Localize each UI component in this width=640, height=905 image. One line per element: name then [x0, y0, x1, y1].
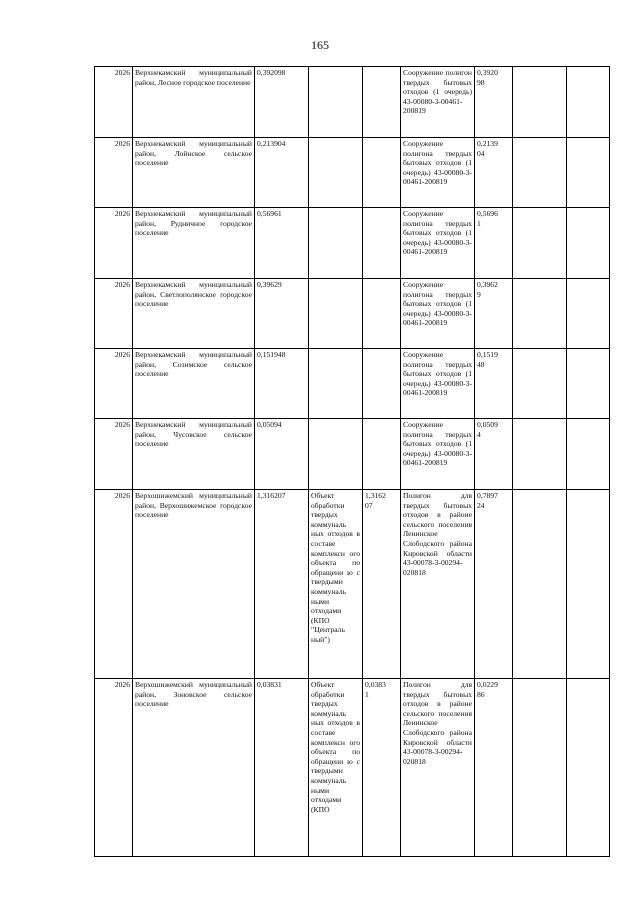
disposal-object-cell: Сооружение полигон твердых бытовых отходов (1 очередь) 43-00080-3-00461-200819 [401, 67, 475, 138]
municipality-cell: Верхошижемский муниципальный район, Зоновское сельское поселение [133, 679, 255, 857]
disposal-value-cell: 0,2139 04 [475, 138, 513, 208]
empty-cell [513, 67, 567, 138]
volume-cell: 0,213904 [255, 138, 309, 208]
municipality-cell: Верхнекамский муниципальный район, Созимское сельское поселение [133, 349, 255, 419]
volume-cell: 0,392098 [255, 67, 309, 138]
volume-cell: 0,39629 [255, 279, 309, 349]
disposal-value-cell: 0,1519 48 [475, 349, 513, 419]
table-body [95, 67, 610, 857]
processing-object-cell [309, 67, 363, 138]
volume-cell: 1,316207 [255, 490, 309, 679]
year-cell: 2026 [95, 138, 133, 208]
disposal-value-cell: 0,3962 9 [475, 279, 513, 349]
disposal-object-cell: Полигон для твердых бытовых отходов в районе сельского поселения Ленинское Слободского района Кировской области 43-00078-3-00294-020818 [401, 490, 475, 679]
processing-value-cell [363, 208, 401, 279]
disposal-value-cell: 0,3920 98 [475, 67, 513, 138]
year-cell: 2026 [95, 679, 133, 857]
processing-object-cell [309, 138, 363, 208]
municipality-cell: Верхнекамский муниципальный район, Лесное городское поселение [133, 67, 255, 138]
processing-object-cell: Объект обработки твердых коммуналь ных отходов в составе комплексн ого объекта по обращени ю с твердыми коммуналь ными отходами (КПО "Централь ный") [309, 490, 363, 679]
year-cell: 2026 [95, 349, 133, 419]
table-row [95, 208, 610, 279]
processing-value-cell [363, 279, 401, 349]
municipality-cell: Верхнекамский муниципальный район, Чусовское сельское поселение [133, 419, 255, 490]
empty-cell [567, 490, 610, 679]
empty-cell [513, 419, 567, 490]
disposal-value-cell: 0,0229 86 [475, 679, 513, 857]
disposal-object-cell: Сооружение полигона твердых бытовых отходов (1 очередь) 43-00080-3-00461-200819 [401, 279, 475, 349]
municipality-cell: Верхнекамский муниципальный район, Лойнское сельское поселение [133, 138, 255, 208]
table-row [95, 679, 610, 857]
empty-cell [567, 208, 610, 279]
empty-cell [513, 138, 567, 208]
processing-object-cell [309, 419, 363, 490]
processing-object-cell [309, 349, 363, 419]
empty-cell [567, 679, 610, 857]
municipality-cell: Верхнекамский муниципальный район, Рудничное городское поселение [133, 208, 255, 279]
table-row [95, 279, 610, 349]
table-row [95, 419, 610, 490]
disposal-value-cell: 0,5696 1 [475, 208, 513, 279]
page-number: 165 [311, 38, 329, 52]
processing-value-cell [363, 349, 401, 419]
volume-cell: 0,151948 [255, 349, 309, 419]
year-cell: 2026 [95, 67, 133, 138]
volume-cell: 0,03831 [255, 679, 309, 857]
year-cell: 2026 [95, 419, 133, 490]
empty-cell [567, 419, 610, 490]
disposal-object-cell: Сооружение полигона твердых бытовых отходов (1 очередь) 43-00080-3-00461-200819 [401, 419, 475, 490]
waste-flow-table [94, 66, 610, 857]
year-cell: 2026 [95, 208, 133, 279]
processing-object-cell [309, 279, 363, 349]
processing-object-cell [309, 208, 363, 279]
empty-cell [567, 67, 610, 138]
empty-cell [513, 208, 567, 279]
empty-cell [567, 138, 610, 208]
disposal-value-cell: 0,7897 24 [475, 490, 513, 679]
table-row [95, 349, 610, 419]
municipality-cell: Верхнекамский муниципальный район, Светлополянское городское поселение [133, 279, 255, 349]
empty-cell [513, 679, 567, 857]
volume-cell: 0,05094 [255, 419, 309, 490]
processing-value-cell: 0,0383 1 [363, 679, 401, 857]
processing-object-cell: Объект обработки твердых коммуналь ных отходов в составе комплексн ого объекта по обращени ю с твердыми коммуналь ными отходами (КПО [309, 679, 363, 857]
empty-cell [513, 490, 567, 679]
empty-cell [567, 349, 610, 419]
empty-cell [513, 279, 567, 349]
municipality-cell: Верхошижемский муниципальный район, Верхошижемское городское поселение [133, 490, 255, 679]
year-cell: 2026 [95, 490, 133, 679]
table-row [95, 490, 610, 679]
disposal-object-cell: Полигон для твердых бытовых отходов в районе сельского поселения Ленинское Слободского района Кировской области 43-00078-3-00294-020818 [401, 679, 475, 857]
table-row [95, 67, 610, 138]
disposal-object-cell: Сооружение полигона твердых бытовых отходов (1 очередь) 43-00080-3-00461-200819 [401, 349, 475, 419]
disposal-object-cell: Сооружение полигона твердых бытовых отходов (1 очередь) 43-00080-3-00461-200819 [401, 138, 475, 208]
disposal-value-cell: 0,0509 4 [475, 419, 513, 490]
processing-value-cell [363, 419, 401, 490]
disposal-object-cell: Сооружение полигона твердых бытовых отходов (1 очередь) 43-00080-3-00461-200819 [401, 208, 475, 279]
processing-value-cell [363, 138, 401, 208]
empty-cell [513, 349, 567, 419]
table-row [95, 138, 610, 208]
processing-value-cell: 1,3162 07 [363, 490, 401, 679]
empty-cell [567, 279, 610, 349]
processing-value-cell [363, 67, 401, 138]
year-cell: 2026 [95, 279, 133, 349]
volume-cell: 0,56961 [255, 208, 309, 279]
